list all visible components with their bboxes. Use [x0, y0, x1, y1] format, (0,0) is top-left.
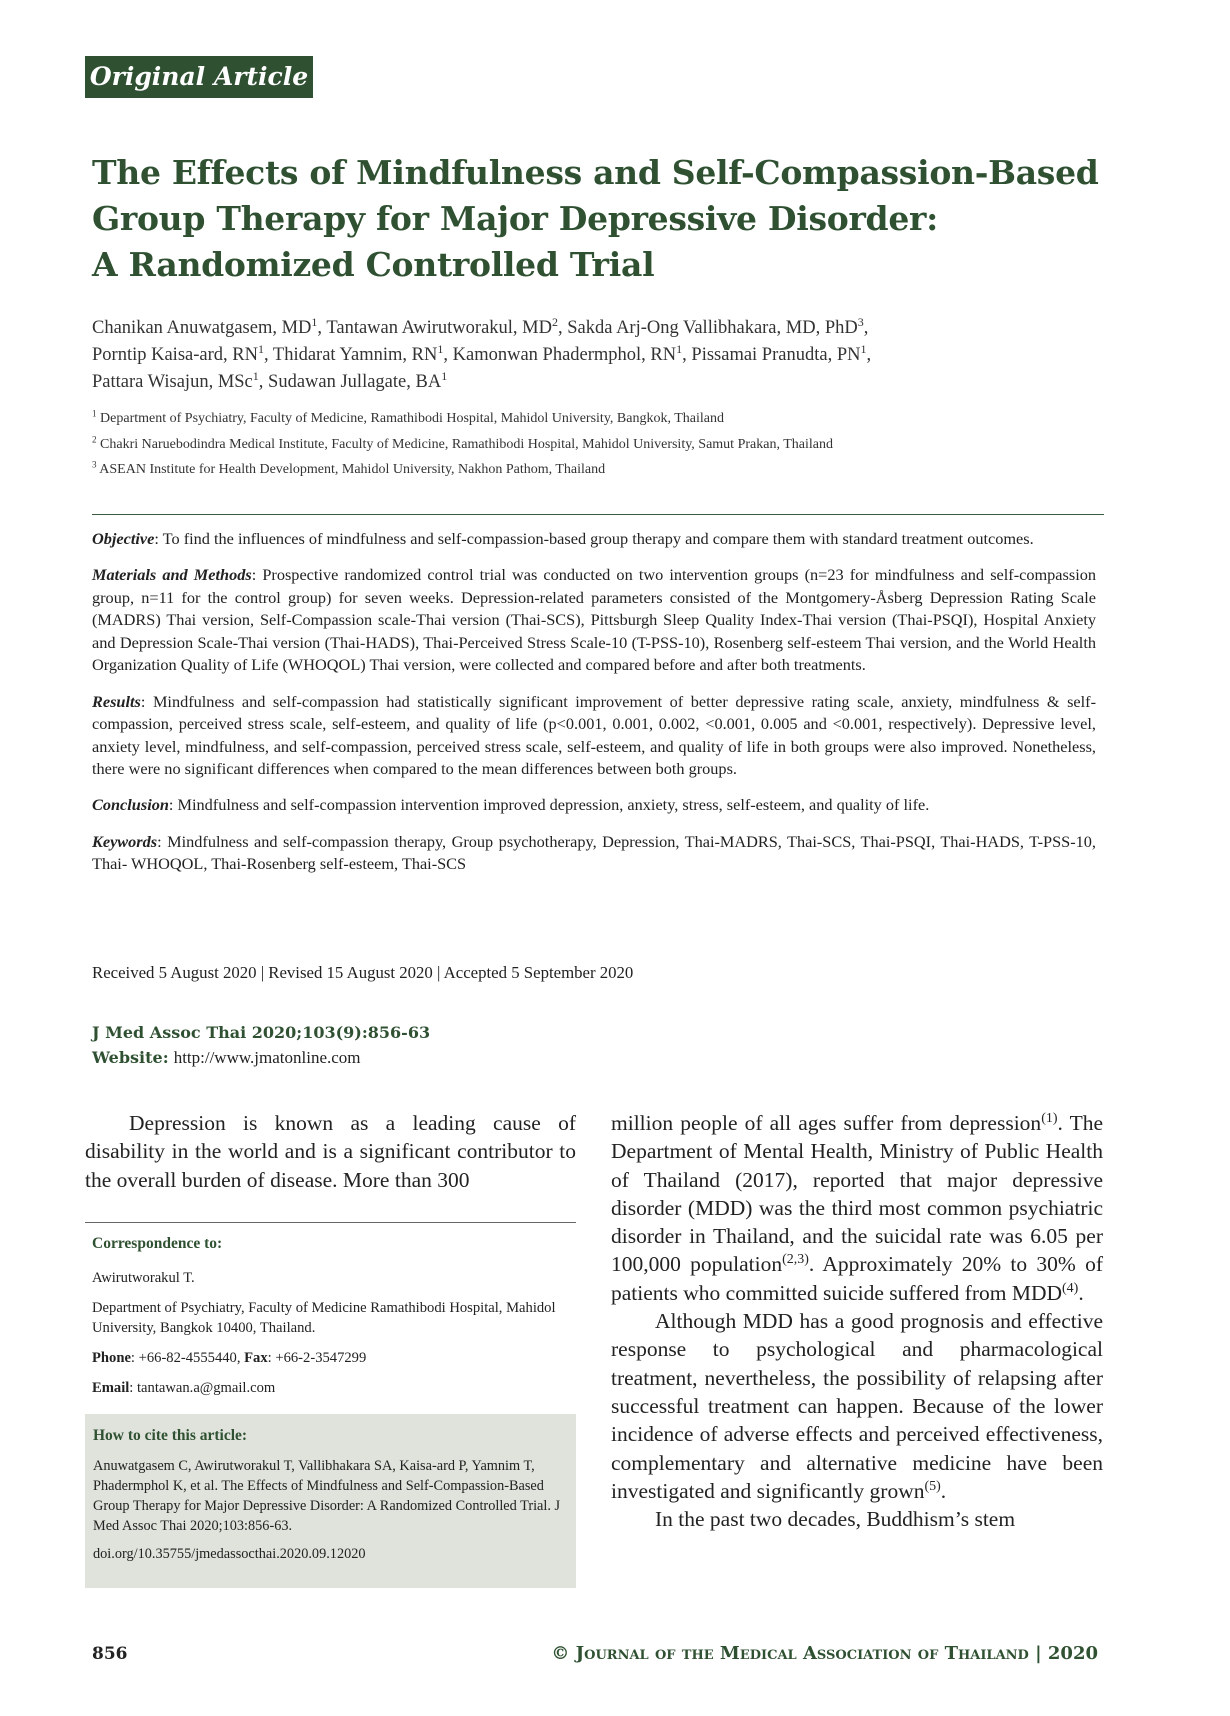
author-name: Thidarat Yamnim, RN	[272, 345, 438, 365]
how-to-cite-text: Anuwatgasem C, Awirutworakul T, Vallibhakara SA, Kaisa-ard P, Yamnim T, Phadermphol K, et al. The Effects of Mindfulness and Self-Compassion-Based Group Therapy for Major Depressive Disorder: A Randomized Controlled Trial. J Med Assoc Thai 2020;103:856-63.	[93, 1458, 561, 1534]
section-text: : Mindfulness and self-compassion intervention improved depression, anxiety, stress, self-esteem, and quality of life.	[168, 795, 930, 815]
author-line-2	[92, 342, 1122, 369]
journal-reference: J Med Assoc Thai 2020;103(9):856-63	[92, 1023, 431, 1042]
author-affil-sup: 1	[252, 368, 259, 383]
title-line-1: The Effects of Mindfulness and Self-Compassion-Based	[92, 153, 1099, 192]
affiliation-number: 1	[92, 408, 97, 419]
article-type-badge: Original Article	[85, 56, 313, 98]
body-column-left	[85, 1109, 576, 1194]
body-paragraph	[611, 1307, 1103, 1505]
journal-citation-info	[92, 1020, 430, 1070]
page-number: 856	[92, 1644, 128, 1664]
section-label: Objective	[92, 529, 155, 548]
author-name: Pattara Wisajun, MSc	[92, 372, 253, 392]
author-sep: ,	[263, 345, 273, 365]
correspondence-address: Department of Psychiatry, Faculty of Medicine Ramathibodi Hospital, Mahidol University, Bangkok 10400, Thailand.	[92, 1300, 556, 1336]
body-text: . Approximately 20% to 30% of patients who committed suicide suffered from MDD	[611, 1252, 1103, 1305]
citation-ref: (1)	[1041, 1110, 1058, 1126]
correspondence-block	[92, 1234, 576, 1408]
author-sep: ,	[443, 345, 453, 365]
body-paragraph: Depression is known as a leading cause of disability in the world and is a significant contributor to the overall burden of disease. More than 300	[85, 1111, 576, 1192]
author-name: Pissamai Pranudta, PN	[691, 345, 861, 365]
phone-value: : +66-82-4555440,	[130, 1350, 245, 1366]
abstract-objective	[92, 528, 1096, 551]
section-text: : To find the influences of mindfulness and self-compassion-based group therapy and compare them with standard treatment outcomes.	[154, 529, 1034, 548]
section-label: Materials and Methods	[92, 565, 252, 585]
doi-link[interactable]: doi.org/10.35755/jmedassocthai.2020.09.12020	[93, 1546, 366, 1562]
affiliation-2	[92, 432, 1122, 458]
body-text: Although MDD has a good prognosis and effective response to psychological and pharmacological treatment, nevertheless, the possibility of relapsing after successful treatment can happen. Because of the lower incidence of adverse effects and perceived effectiveness, complementary and alternative medicine have been investigated and significantly grown	[611, 1309, 1103, 1503]
affiliation-text: ASEAN Institute for Health Development, Mahidol University, Nakhon Pathom, Thailand	[99, 462, 606, 477]
abstract-conclusion	[92, 794, 1096, 817]
author-name: Kamonwan Phadermphol, RN	[452, 345, 677, 365]
how-to-cite-heading: How to cite this article:	[93, 1427, 248, 1444]
title-line-3: A Randomized Controlled Trial	[92, 245, 655, 284]
author-sep: ,	[863, 318, 869, 338]
abstract-methods	[92, 564, 1096, 677]
fax-label: Fax	[244, 1350, 268, 1366]
footer-journal-name: © Journal of the Medical Association of Thailand | 2020	[551, 1643, 1098, 1664]
author-affil-sup: 1	[441, 368, 448, 383]
article-title	[92, 150, 1112, 288]
author-affil-sup: 2	[551, 314, 558, 329]
correspondence-email	[92, 1378, 576, 1398]
correspondence-heading: Correspondence to:	[92, 1235, 223, 1252]
body-paragraph: In the past two decades, Buddhism’s stem	[655, 1507, 1016, 1532]
author-line-3	[92, 369, 1122, 396]
author-sep: ,	[682, 345, 692, 365]
email-value[interactable]: : tantawan.a@gmail.com	[129, 1380, 276, 1396]
correspondence-divider	[85, 1222, 576, 1223]
phone-label: Phone	[92, 1350, 131, 1366]
affiliation-text: Department of Psychiatry, Faculty of Medicine, Ramathibodi Hospital, Mahidol University, Bangkok, Thailand	[100, 411, 724, 426]
author-sep: ,	[258, 372, 269, 392]
body-column-right	[611, 1109, 1103, 1533]
website-label: Website:	[92, 1048, 169, 1067]
author-line-1	[92, 315, 1122, 342]
abstract-results	[92, 691, 1096, 781]
body-text: .	[940, 1478, 947, 1503]
author-name: Porntip Kaisa-ard, RN	[92, 345, 258, 365]
affiliation-text: Chakri Naruebodindra Medical Institute, Faculty of Medicine, Ramathibodi Hospital, Mahidol University, Samut Prakan, Thailand	[100, 436, 833, 452]
correspondence-phone	[92, 1348, 576, 1368]
body-text: .	[1078, 1280, 1084, 1305]
fax-value: : +66-2-3547299	[267, 1350, 367, 1366]
author-name: Sudawan Jullagate, BA	[268, 372, 442, 392]
citation-ref: (5)	[924, 1478, 941, 1494]
body-text: million people of all ages suffer from depression	[611, 1111, 1042, 1135]
author-sep: ,	[558, 318, 568, 338]
author-affil-sup: 1	[257, 341, 264, 356]
citation-ref: (4)	[1062, 1280, 1079, 1296]
author-affil-sup: 1	[676, 341, 683, 356]
affiliation-number: 2	[92, 433, 97, 444]
website-link[interactable]: http://www.jmatonline.com	[173, 1048, 361, 1067]
section-text: : Mindfulness and self-compassion had statistically significant improvement of better depressive rating scale, anxiety, mindfulness & self-compassion, perceived stress scale, self-esteem, and quality of life (p<0.001, 0.001, 0.002, <0.001, 0.005 and <0.001, respectively). Depressive level, anxiety level, mindfulness, and self-compassion, perceived stress scale, self-esteem, and quality of life in both groups were also improved. Nonetheless, there were no significant differences when compared to the mean differences between both groups.	[92, 691, 1096, 779]
affiliation-number: 3	[92, 459, 97, 470]
author-sep: ,	[866, 345, 872, 365]
body-text: . The Department of Mental Health, Ministry of Public Health of Thailand (2017), reported that major depressive disorder (MDD) was the third most common psychiatric disorder in Thailand, and the suicidal rate was 6.05 per 100,000 population	[611, 1111, 1103, 1277]
website-row	[92, 1045, 430, 1070]
body-paragraph	[611, 1109, 1103, 1307]
author-affil-sup: 3	[857, 314, 864, 329]
section-text: : Prospective randomized control trial was conducted on two intervention groups (n=23 for mindfulness and self-compassion group, n=11 for the control group) for seven weeks. Depression-related parameters consisted of the Montgomery-Åsberg Depression Rating Scale (MADRS) Thai version, Self-Compassion scale-Thai version (Thai-SCS), Pittsburgh Sleep Quality Index-Thai version (Thai-PSQI), Hospital Anxiety and Depression Scale-Thai version (Thai-HADS), Thai-Perceived Stress Scale-10 (T-PSS-10), Rosenberg self-esteem Thai version, and the World Health Organization Quality of Life (WHOQOL) Thai version, were collected and compared before and after both treatments.	[92, 565, 1096, 675]
affiliation-1	[92, 406, 1122, 432]
section-label: Keywords	[92, 831, 158, 851]
author-name: Tantawan Awirutworakul, MD	[326, 318, 552, 338]
affiliation-3	[92, 457, 1122, 483]
citation-ref: (2,3)	[782, 1252, 809, 1268]
section-text: : Mindfulness and self-compassion therapy, Group psychotherapy, Depression, Thai-MADRS, Thai-SCS, Thai-PSQI, Thai-HADS, T-PSS-10, Thai- WHOQOL, Thai-Rosenberg self-esteem, Thai-SCS	[92, 831, 1096, 874]
author-affil-sup: 1	[437, 341, 444, 356]
correspondence-name: Awirutworakul T.	[92, 1270, 195, 1286]
section-label: Conclusion	[92, 795, 169, 815]
author-list	[92, 315, 1122, 396]
author-affil-sup: 1	[860, 341, 867, 356]
author-sep: ,	[317, 318, 327, 338]
affiliation-list	[92, 406, 1122, 483]
author-name: Chanikan Anuwatgasem, MD	[92, 318, 312, 338]
author-name: Sakda Arj-Ong Vallibhakara, MD, PhD	[567, 318, 858, 338]
how-to-cite-box	[85, 1414, 576, 1588]
author-affil-sup: 1	[311, 314, 318, 329]
email-label: Email	[92, 1380, 130, 1396]
article-dates: Received 5 August 2020 | Revised 15 August 2020 | Accepted 5 September 2020	[92, 963, 634, 982]
section-label: Results	[92, 691, 141, 711]
abstract-keywords	[92, 831, 1096, 876]
title-line-2: Group Therapy for Major Depressive Disorder:	[92, 199, 938, 238]
abstract-divider	[92, 514, 1104, 515]
abstract	[92, 528, 1096, 889]
